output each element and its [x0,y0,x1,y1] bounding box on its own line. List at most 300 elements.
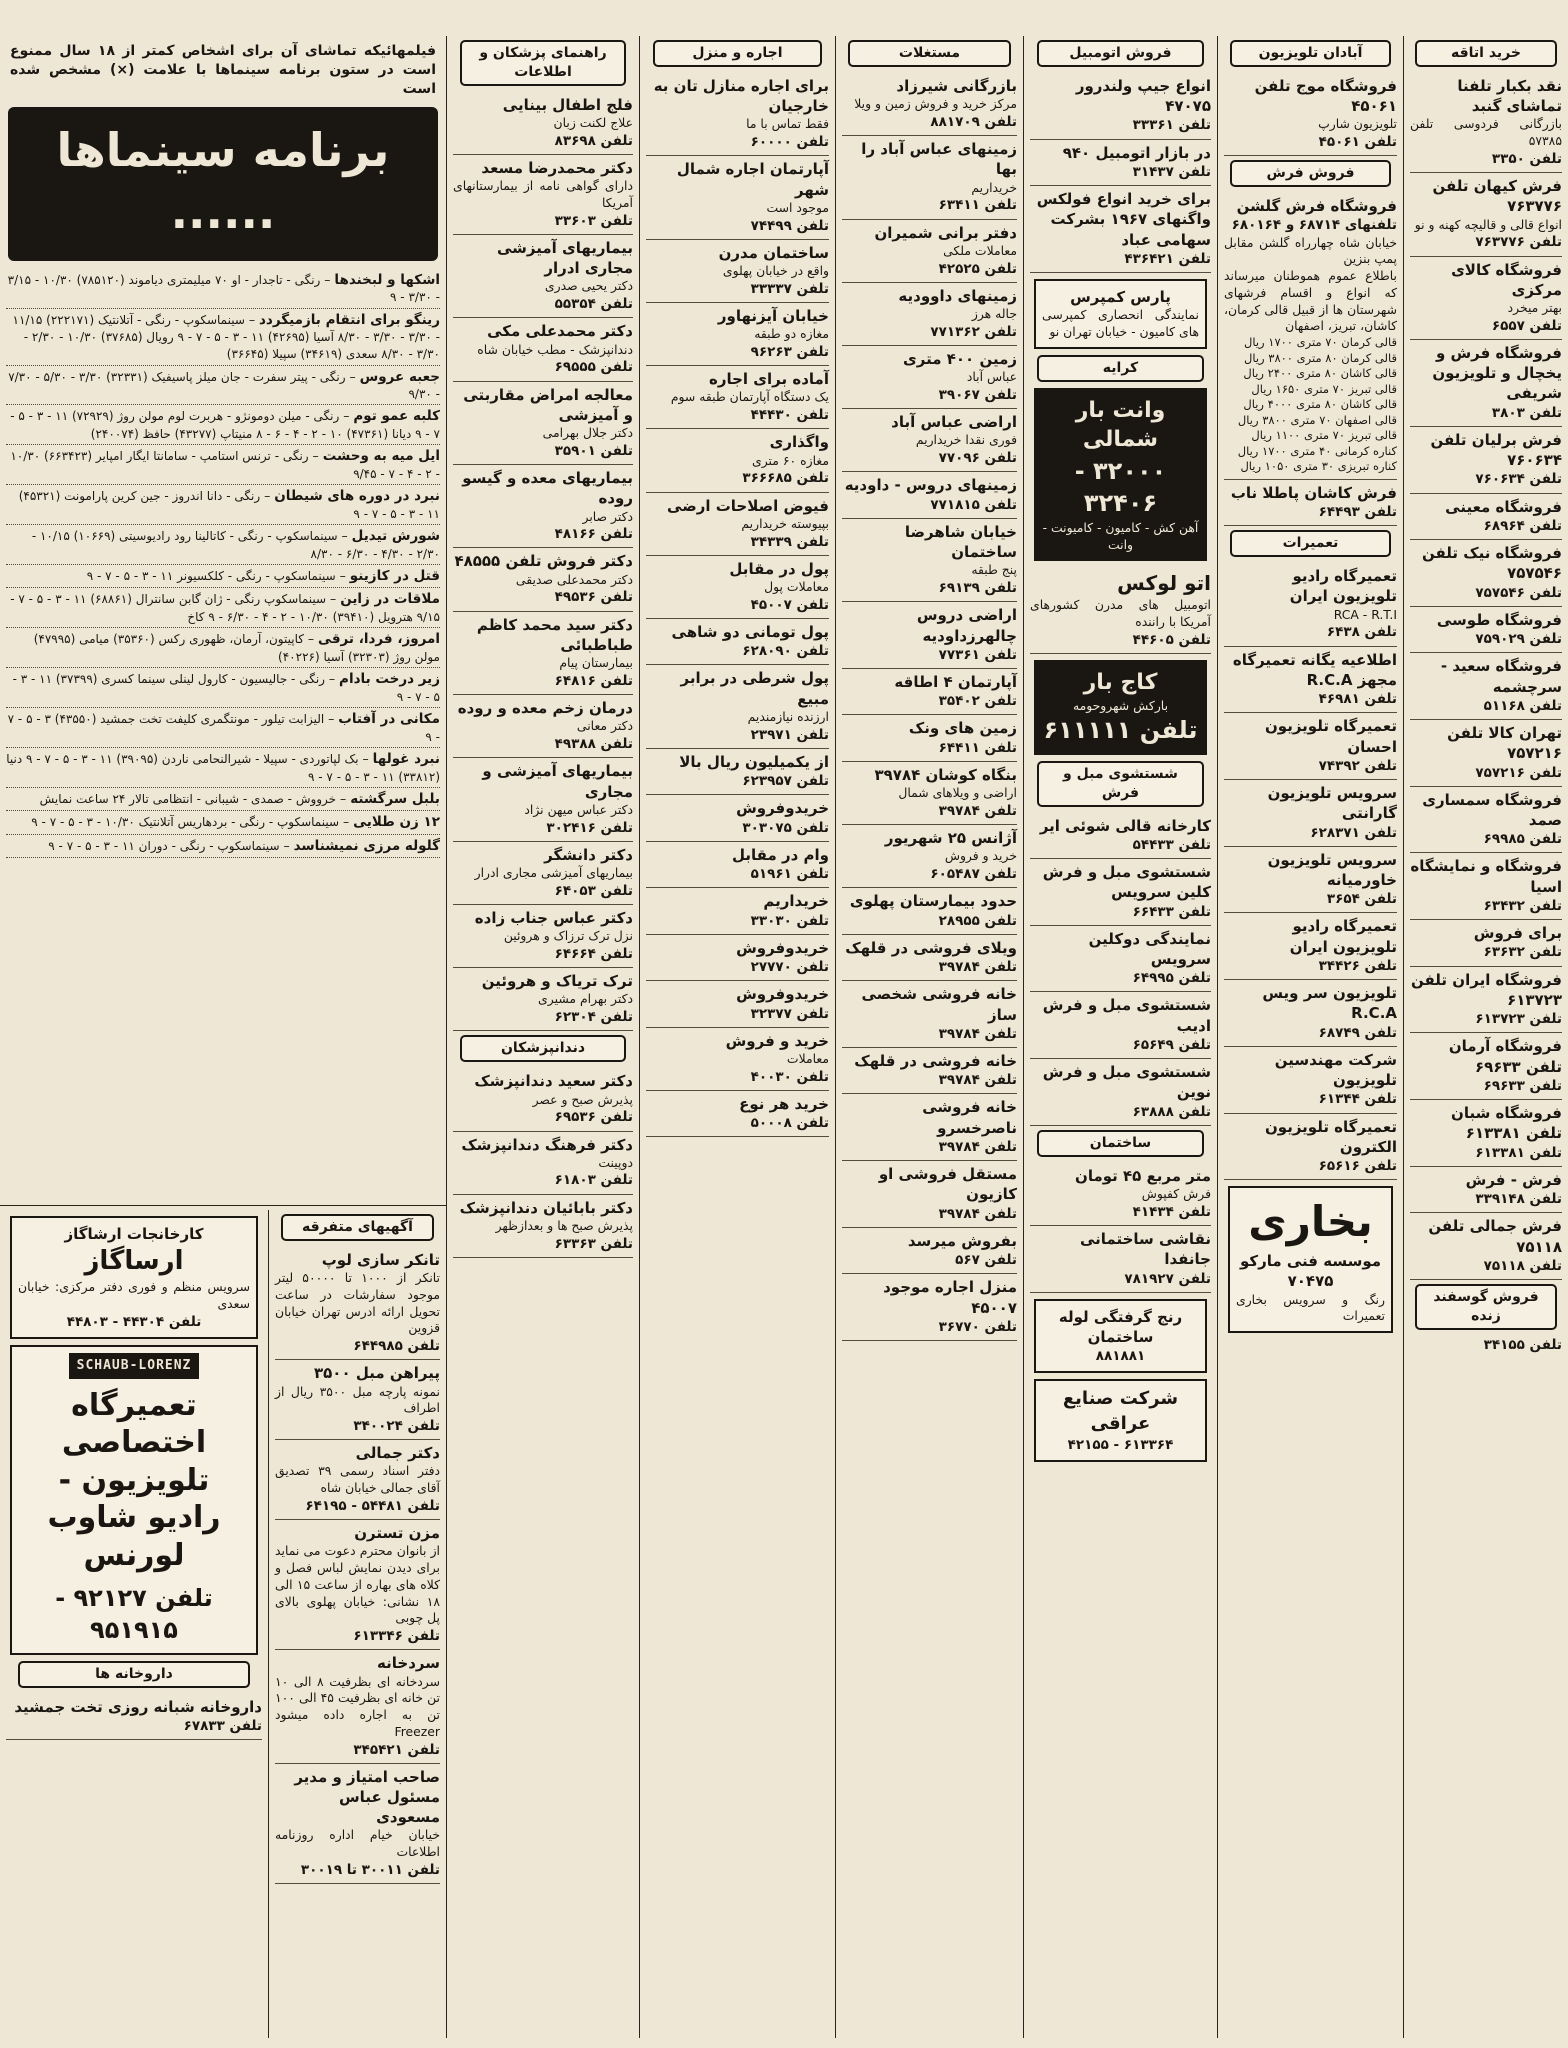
ad-title: تعمیرگاه رادیو تلویزیون ایران [1289,567,1397,606]
classified-ad [1030,926,1211,993]
movie-listing: مکانی در آفتاب – الیزابت تیلور - مونتگمری کلیفت تخت جمشید (۴۳۵۵۰) ۳ - ۵ - ۷ - ۹ [6,708,440,748]
classified-ad [1410,173,1562,256]
classified-ad [1410,1100,1562,1167]
ad-title: درمان زخم معده و روده [457,699,633,718]
classified-ad [275,1520,440,1650]
carpet-shop-title: فروشگاه فرش گلشن [1236,197,1397,216]
ad-title: دکتر عباس جناب زاده [474,909,633,927]
sanaie-ad [1034,1379,1207,1462]
ads-list [842,73,1017,1341]
ad-title: خریدوفروش [736,938,829,957]
classified-ad [646,1028,829,1091]
ad-phone: تلفن ۹۶۲۶۳ [750,343,829,360]
footer-phone: تلفن ۳۴۱۵۵ [1483,1336,1562,1353]
ad-title: بنگاه کوشان ۳۹۷۸۴ [874,765,1017,784]
parscomp-ad [1034,279,1207,349]
lorenz-phone: تلفن ۹۲۱۲۷ - ۹۵۱۹۱۵ [55,1584,213,1645]
classified-ad [453,695,633,758]
ad-title: فرش - فرش [1465,1170,1562,1189]
classified-ad [1410,340,1562,427]
ad-body: از بانوان محترم دعوت می نماید برای دیدن نمایش لباس فصل و کلاه های بهاره از ساعت ۱۵ الی ۱۸ نشانی: خیابان پهلوی بالای پل چوبی [275,1543,440,1626]
cinema-intro: فیلمهائیکه تماشای آن برای اشخاص کمتر از ۱۸ سال ممنوع است در ستون برنامه سینماها با علامت (×) مشخص شده است [10,43,436,97]
classified-ad [453,968,633,1031]
ad-title: خانه فروشی در قلهک [854,1052,1017,1070]
classified-ad [1224,1114,1397,1181]
ad-phone: تلفن ۶۸۷۴۹ [1318,1024,1397,1041]
carpet-price-item: کناره کرمانی ۴۰ متری ۱۷۰۰ ریال [1237,443,1397,458]
classified-ad [1410,1033,1562,1100]
ad-phone: تلفن ۴۸۱۶۶ [554,526,633,543]
classified-ad [842,346,1017,409]
ad-phone: تلفن ۴۱۴۳۴ [1132,1203,1211,1220]
ad-phone: تلفن ۴۳۶۴۲۱ [1124,250,1211,267]
ad-body: دفتر اسناد رسمی ۳۹ تصدیق آقای جمالی خیابان شاه [275,1463,441,1496]
movie-listing: زیر درخت بادام – رنگی - جالیسیون - کارول لینلی سینما کسری (۳۷۳۹۹) ۱۱ - ۳ - ۵ - ۷ - ۹ [6,668,440,708]
ad-body: معاملات پول [764,579,829,595]
movie-title: شورش تیدیل [351,528,440,545]
classified-ad [1030,992,1211,1059]
classified-ad [1224,780,1397,847]
ad-phone: تلفن ۶۵۵۷ [1491,317,1562,334]
ad-title: از یکمیلیون ریال بالا [679,752,829,771]
classified-ad [453,92,633,155]
classified-ad [842,602,1017,669]
ads-list [1224,73,1397,156]
ad-phone: تلفن ۶۳۶۳۲ [1483,944,1562,961]
ad-phone: تلفن ۳۰۰۱۱ تا ۳۰۰۱۹ [300,1861,440,1878]
ad-body: مغازه ۶۰ متری [752,452,829,468]
carpet-shop-address: خیابان شاه چهارراه گلشن مقابل پمپ بنزین [1224,234,1397,267]
ad-title: اراضی عباس آباد [891,413,1017,432]
classified-ad [1410,494,1562,540]
ad-phone: تلفن ۳۹۷۸۴ [938,1138,1017,1155]
ad-title: زمین ۴۰۰ متری [903,349,1017,368]
classified-ad [453,1195,633,1258]
classified-ad [1030,186,1211,273]
movie-showtimes: کاپیتون، آرمان، ظهوری رکس (۳۵۳۶۰) میامی (۴۷۹۹۵) مولن روژ (۳۲۳۰۳) آسیا (۴۰۲۲۶) [33,632,440,664]
classified-ad [646,429,829,492]
ad-phone: تلفن ۶۳۸۸۸ [1132,1103,1211,1120]
ad-title: زمینهای عباس آباد را بها [861,140,1017,179]
parscomp-body: نمایندگی انحصاری کمپرسی های کامیون - خیابان تهران نو [1042,307,1199,340]
ad-phone: تلفن ۳۵۹۰۱ [554,442,633,459]
movie-showtimes: سینماسکوپ - رنگی - دوران ۱۱ - ۳ - ۵ - ۷ - ۹ [48,838,280,853]
movie-listing: نبرد غولها – بک لپاتوردی - سپیلا - شیرالنحامی ناردن (۳۹۰۹۵) ۱۱ - ۳ - ۵ - ۷ - ۹ دنیا (۳۳۸۱۲) ۱۱ - ۳ - ۵ - ۷ - ۹ [6,748,440,788]
ad-phone: تلفن ۷۵۹۰۲۹ [1475,631,1562,648]
ad-body: ارزنده نیازمندیم [747,708,829,724]
ad-phone: تلفن ۶۴۳۸ [1326,624,1397,641]
ad-phone: تلفن ۷۸۱۹۲۷ [1124,1270,1211,1287]
ad-body: دندانپزشک - مطب خیابان شاه [477,341,633,357]
ad-phone: تلفن ۳۴۳۳۹ [750,533,829,550]
cab-bar-phone: تلفن ۶۱۱۱۱۱ [1043,716,1198,745]
classified-ad [275,1764,440,1884]
classified-ad [1410,853,1562,920]
carpet-price-item: قالی تبریز ۷۰ متری ۱۶۵۰ ریال [1251,381,1397,396]
ad-title: خریدوفروش [736,799,829,818]
movie-listing: نبرد در دوره های شیطان – رنگی - دانا اندروز - جین کرین پارامونت (۴۵۳۲۱) ۱۱ - ۳ - ۵ - ۷ - ۹ [6,485,440,525]
ad-title: دکتر دانشگر [544,845,633,864]
classified-ad [1410,720,1562,787]
movie-title: بلبل سرگشته [350,791,440,808]
ad-phone: تلفن ۳۰۲۴۱۶ [546,819,633,836]
arasgaz-logo: ارساگاز [84,1246,184,1277]
ad-phone: تلفن ۶۹۶۳۳ [1483,1077,1562,1094]
ad-title: فروشگاه شبان تلفن ۶۱۳۳۸۱ [1451,1104,1562,1143]
ad-title: ویلای فروشی در قلهک [845,938,1017,957]
ad-title: آماده برای اجاره [709,370,829,389]
ad-body: فوری نقدا خریداریم [915,432,1017,448]
auto-lux-title: اتو لوکس [1117,571,1211,596]
ad-phone: تلفن ۶۳۳۶۳ [554,1235,633,1252]
pharmacy-ad [6,1694,262,1740]
ad-title: سرویس تلویزیون خاورمیانه [1267,850,1397,889]
classified-ad [1030,813,1211,859]
ad-title: دکتر سعید دندانپزشک [474,1072,633,1091]
ad-phone: تلفن ۳۶۷۷۰ [938,1318,1017,1335]
ad-phone: تلفن ۳۹۷۸۴ [938,1072,1017,1089]
classified-ad [646,156,829,239]
ad-body: دکتر صابر [582,508,633,524]
arasgaz-phone: تلفن ۴۴۳۰۴ - ۴۴۸۰۳ [66,1313,202,1330]
carpet-shop-phone: تلفنهای ۶۸۷۱۴ و ۶۸۰۱۶۴ [1231,217,1397,234]
movie-listing: ایل میه به وحشت – رنگی - ترنس استامپ - سامانتا ایگار امپایر (۶۶۳۴۲۳) ۱۰/۳۰ - ۲ - ۴ - ۷ - ۹/۴۵ [6,445,440,485]
classified-ad [1224,980,1397,1047]
classified-ad [842,1094,1017,1161]
ad-title: بازرگانی شیرزاد [896,76,1017,95]
classified-ad [842,472,1017,518]
ad-title: در بازار اتومبیل ۹۴۰ [1062,143,1211,162]
cab-bar-sub: بارکش شهروحومه [1072,697,1169,713]
build-ads-list [1030,1163,1211,1293]
classified-ad [275,1650,440,1763]
classified-ad [842,825,1017,888]
classified-ad [842,888,1017,934]
movie-title: نبرد غولها [372,751,440,768]
ad-phone: تلفن ۳۹۰۶۷ [938,386,1017,403]
classified-ad [1410,653,1562,720]
ad-phone: تلفن ۶۳۴۳۲ [1483,897,1562,914]
classified-ad [842,519,1017,602]
lorenz-ad [10,1345,258,1655]
ad-body: نمونه پارچه مبل ۳۵۰۰ ریال از اطراف [275,1383,440,1416]
movie-list [6,269,440,858]
column-doctors [446,36,639,2038]
classified-ad [1224,847,1397,914]
classified-ad [1410,540,1562,607]
ad-phone: تلفن ۳۶۶۶۸۵ [742,470,829,487]
arasgaz-label: کارخانجات ارشاگاز [64,1225,204,1243]
ad-phone: تلفن ۲۸۹۵۵ [938,912,1017,929]
ad-phone: تلفن ۵۴۴۳۳ [1132,836,1211,853]
ad-title: فروشگاه و نمایشگاه اسیا [1410,857,1562,896]
ad-phone: تلفن ۵۱۱۶۸ [1483,697,1562,714]
movie-title: امروز، فردا، ترقی [318,631,440,648]
carpet-price-item: قالی کرمان ۸۰ متری ۳۸۰۰ ریال [1244,350,1397,365]
classified-ad [646,981,829,1027]
ad-phone: تلفن ۷۴۴۹۹ [750,217,829,234]
classified-ad [453,155,633,235]
ad-title: بفروش میرسد [907,1231,1017,1250]
classified-ad [1030,1226,1211,1293]
movie-showtimes: رنگی - تاجدار - او ۷۰ میلیمتری دیاموند (۷۸۵۱۲۰) ۱۰/۳۰ - ۳/۱۵ - ۳/۳۰ - ۹ [7,272,440,305]
carpet-price-item: قالی کرمان ۷۰ متری ۱۷۰۰ ریال [1244,335,1397,350]
ad-phone: تلفن ۳۹۷۸۴ [938,959,1017,976]
ad-title: برای فروش [1473,924,1562,943]
classified-ad [1030,73,1211,140]
ad-body: دوپینت [598,1154,633,1170]
movie-title: ایل میه به وحشت [322,448,440,465]
ad-phone: تلفن ۶۱۳۳۴۶ [353,1628,440,1645]
column-header: اجاره و منزل [653,40,822,67]
ad-body: مرکز خرید و فروش زمین و ویلا [854,96,1017,112]
ad-body: دارای گواهی نامه از بیمارستانهای آمریکا [453,178,633,210]
classified-ad [453,465,633,548]
vanet-title: وانت بار شمالی [1075,397,1166,453]
ad-title: خانه فروشی ناصرخسرو [922,1098,1017,1137]
ad-phone: تلفن ۳۳۳۶۱ [1132,117,1211,134]
classified-ad [1224,713,1397,780]
classified-ad [646,888,829,934]
movie-showtimes: رنگی - جالیسیون - کارول لینلی سینما کسری (۳۷۳۹۹) ۱۱ - ۳ - ۵ - ۷ - ۹ [12,672,440,704]
ad-phone: تلفن ۳۸۰۳ [1491,404,1562,421]
ad-body: نزل ترک ترزاک و هروئین [503,928,633,944]
arasgaz-service: سرویس منظم و فوری دفتر مرکزی: خیابان سعدی [18,1279,250,1312]
ad-title: نقاشی ساختمانی جانفدا [1079,1230,1211,1269]
classified-ad [842,1228,1017,1274]
classified-ad [842,669,1017,715]
carpet-price-item: قالی تبریز ۷۰ متری ۱۱۰۰ ریال [1251,428,1397,443]
classified-ad [453,1068,633,1131]
auto-lux-body: اتومبیل های مدرن کشورهای آمریکا با راننده [1030,597,1211,630]
movie-listing: اشکها و لبخندها – رنگی - تاجدار - او ۷۰ میلیمتری دیاموند (۷۸۵۱۲۰) ۱۰/۳۰ - ۳/۱۵ - ۳/۳۰ - ۹ [6,269,440,309]
ad-title: تانکر سازی لوپ [321,1250,440,1269]
ad-title: خریداریم [763,892,829,911]
ad-title: بیماریهای آمیزشی مجاری ادرار [496,238,633,278]
carpet-section-header: فروش فرش [1230,160,1391,187]
ad-title: نمایندگی دوکلین سرویس [1088,929,1211,968]
movie-listing: جعبه عروس – رنگی - پیتر سفرت - جان میلز پاسیفیک (۳۲۳۳۱) ۳/۳۰ - ۵/۳۰ - ۷/۳۰ - ۹/۳۰ [6,366,440,406]
ad-body: فقط تماس با ما [746,116,829,132]
ad-title: منزل اجاره موجود ۴۵۰۰۷ [883,1278,1017,1317]
ad-title: بیماریهای آمیزشی و مجاری [482,762,633,801]
bokhari-sub: موسسه فنی مارکو ۷۰۴۷۵ [1239,1252,1382,1291]
ad-phone: تلفن ۴۵۰۶۱ [1318,134,1397,151]
classified-ad [1224,1047,1397,1114]
column-header: آگهیهای متفرقه [281,1214,435,1241]
ads-list [275,1247,440,1884]
column-cars-rentals-services [1023,36,1217,2038]
movie-listing: گلوله مرزی نمیشناسد – سینماسکوپ - رنگی - دوران ۱۱ - ۳ - ۵ - ۷ - ۹ [6,835,440,858]
ad-title: دکتر محمدرضا مسعد [481,158,633,177]
ad-body: خیابان خیام اداره روزنامه اطلاعات [275,1827,440,1860]
column-header: راهنمای پزشکان و اطلاعات [460,40,627,86]
carpet-price-item: قالی اصفهان ۷۰ متری ۳۸۰۰ ریال [1237,412,1397,427]
ad-phone: تلفن ۳۳۰۳۰ [750,912,829,929]
ad-body: انواع قالی و قالیچه کهنه و نو [1414,216,1562,232]
ad-title: نقد بکبار تلفنا تماشای گنبد [1457,76,1562,116]
classified-ad [842,762,1017,825]
ad-title: پیراهن مبل ۳۵۰۰ [314,1364,440,1383]
ad-body: پذیرش صبح و عصر [532,1091,633,1107]
car-ads-list [1030,73,1211,273]
classified-ad [1030,1059,1211,1126]
column-appliance-carpet-shops [1403,36,1568,2038]
movie-showtimes: سینماسکوپ رنگی - ژان گابن سانترال (۶۸۸۶۱) ۱۱ - ۳ - ۵ - ۷ - ۹/۱۵ هترویل (۳۹۴۱۰) ۱۰/۳۰ - ۲ - ۴ - ۶/۳۰ - ۹ کاخ [10,592,440,624]
classified-ad [646,366,829,429]
ad-title: پول شرطی در برابر مبیع [680,669,829,708]
repair-ads-list [1224,563,1397,1180]
column-brand-ads [0,1210,268,2038]
ad-title: دکتر فرهنگ دندانپزشک [461,1135,633,1154]
ad-body: دکتر یحیی صدری [544,278,633,294]
ad-phone: تلفن ۴۲۵۲۵ [938,260,1017,277]
ad-phone: تلفن ۵۰۰۰۸ [750,1115,829,1132]
ad-body: جاله هرز [971,306,1017,321]
ad-title: فروشگاه طوسی [1436,610,1562,629]
sanaie-title: شرکت صنایع عراقی [1062,1388,1179,1434]
classified-ad [453,548,633,611]
ad-title: دکتر محمدعلی مکی [487,322,633,341]
ad-phone: تلفن ۴۴۴۳۰ [750,407,829,424]
movie-listing: رینگو برای انتقام بازمیگردد – سینماسکوپ - رنگی - آتلانتیک (۲۲۲۱۷۱) ۱۱/۱۵ - ۳/۳۰ - ۳/۳۰ - ۸/۳۰ آسیا (۴۲۶۹۵) ۱۱ - ۳ - ۵ - ۷ - ۹ رویال (۳۷۶۸۵) ۱۰/۳۰ - ۲/۳۰ - ۳/۳۰ - ۸/۳۰ سعدی (۳۴۶۱۹) سپیلا (۳۶۶۴۵) [6,309,440,366]
movie-title: ملاقات در زاین [340,591,440,608]
ad-title: فرش برلیان تلفن ۷۶۰۶۳۴ [1430,430,1562,470]
ad-title: تعمیرگاه رادیو تلویزیون ایران [1289,917,1397,956]
ad-phone: تلفن ۳۳۹۱۴۸ [1475,1191,1562,1208]
ad-body: علاج لکنت زبان [553,115,633,131]
bokhari-body: رنگ و سرویس بخاری تعمیرات [1236,1291,1385,1324]
ad-title: مستقل فروشی او کازیون [878,1165,1017,1204]
ad-body: تلویزیون شارپ [1318,116,1397,132]
ad-title: پول در مقابل [729,559,829,578]
ad-phone: تلفن ۳۴۵۴۲۱ [353,1741,440,1758]
classified-ad [1410,1167,1562,1213]
ad-body: پنج طبقه [971,562,1017,578]
ad-phone: تلفن ۳۱۴۳۷ [1132,163,1211,180]
ad-phone: تلفن ۴۹۳۸۸ [554,736,633,753]
ads-list [1410,73,1562,1280]
movie-showtimes: رنگی - دانا اندروز - جین کرین پارامونت (۴۵۳۲۱) ۱۱ - ۳ - ۵ - ۷ - ۹ [18,489,440,521]
ad-phone: تلفن ۳۴۴۲۶ [1318,957,1397,974]
ad-phone: تلفن ۳۴۰۰۲۴ [353,1418,440,1435]
ad-phone: تلفن ۶۱۸۰۳ [554,1172,633,1189]
classified-ad [646,1091,829,1137]
ad-body: مغازه دو طبقه [754,326,829,342]
cab-bar-title: کاج بار [1083,669,1158,695]
ad-body: معاملات ملکی [943,242,1017,258]
ad-phone: تلفن ۳۲۳۷۷ [750,1005,829,1022]
ad-title: فروشگاه سعید - سرچشمه [1440,657,1562,696]
ad-title: صاحب امتیاز و مدیر مسئول عباس مسعودی [294,1767,440,1827]
movie-title: رینگو برای انتقام بازمیگردد [258,311,440,328]
ad-phone: تلفن ۶۰۰۰۰ [750,134,829,151]
movie-showtimes: رنگی - میلن دومونژو - هربرت لوم مولن روژ (۷۲۹۲۹) ۱۱ - ۳ - ۵ - ۷ - ۹ دیانا (۴۷۳۶۱) ۱۰ - ۲ - ۴ - ۶ - ۸ منیتاپ (۴۳۲۷۷) حافظ (۲۴۰۰۷۴) [10,409,440,441]
ad-body: دکتر جلال بهرامی [542,425,633,441]
ad-phone: تلفن ۳۳۵۰ [1491,150,1562,167]
carpet-shop-ad [1224,193,1397,480]
classified-ad [1224,647,1397,714]
ad-title: فروشگاه ایران تلفن ۶۱۳۷۲۳ [1411,970,1562,1009]
ad-phone: تلفن ۳۶۵۴ [1326,891,1397,908]
movie-title: ۱۲ زن طلایی [353,814,440,831]
ad-phone: تلفن ۷۴۳۹۲ [1318,757,1397,774]
movie-showtimes: رنگی - ترنس استامپ - سامانتا ایگار امپایر (۶۶۳۴۲۳) ۱۰/۳۰ - ۲ - ۴ - ۷ - ۹/۴۵ [10,449,440,481]
classified-ad [1224,73,1397,156]
classified-ad [453,612,633,695]
pipe-ad [1034,1299,1207,1374]
classified-ad [1410,607,1562,653]
ad-phone: تلفن ۶۲۳۹۵۷ [742,773,829,790]
ad-phone: تلفن ۶۹۹۸۵ [1483,831,1562,848]
ad-phone: تلفن ۷۷۱۳۶۲ [930,323,1017,340]
ad-phone: تلفن ۵۱۹۶۱ [750,866,829,883]
ad-title: فروشگاه سمساری صمد [1422,790,1562,830]
ad-title: آژانس ۲۵ شهریور [884,829,1017,848]
classified-ad [1030,1163,1211,1226]
ad-title: شستشوی مبل و فرش نوین [1042,1063,1211,1102]
movie-title: قتل در کازینو [349,568,440,585]
ad-title: فروشگاه فرش و یخچال و تلویزیون شریفی [1432,343,1562,403]
classified-ad [646,935,829,981]
ad-title: دکتر سید محمد کاظم طباطبائی [476,615,633,654]
ad-body: بپیوسته خریداریم [741,515,829,531]
ad-body: بیمارستان پیام [559,655,633,671]
ad-phone: تلفن ۶۴۰۵۳ [554,882,633,899]
classified-ad [453,235,633,318]
classified-ad [275,1360,440,1440]
ad-phone: تلفن ۴۰۰۳۰ [750,1068,829,1085]
column-cinema-program [0,36,446,1206]
ad-title: فیوض اصلاحات ارضی [667,496,829,515]
ad-phone: تلفن ۶۴۶۶۴ [554,945,633,962]
ad-body: دکتر معانی [576,718,633,734]
classified-ad [1410,967,1562,1034]
ad-body: فرش کفپوش [1141,1186,1211,1202]
ad-phone: تلفن ۳۳۶۰۳ [554,212,633,229]
ad-body: اراضی و ویلاهای شمال [898,785,1017,801]
classified-ad [646,493,829,556]
classified-ad [842,1274,1017,1341]
ad-title: دکتر فروش تلفن ۴۸۵۵۵ [454,552,633,571]
classified-ad [275,1247,440,1360]
lorenz-logo: SCHAUB-LORENZ [69,1353,200,1379]
ad-phone: تلفن ۷۷۰۹۶ [938,450,1017,467]
ad-title: برای اجاره منازل تان به خارجیان [653,76,829,116]
movie-title: نبرد در دوره های شیطان [274,488,440,505]
movie-showtimes: سینماسکوپ - رنگی - کلکسیونر ۱۱ - ۳ - ۵ - ۷ - ۹ [86,569,336,584]
ad-body: موجود است [766,199,829,215]
ad-phone: تلفن ۳۹۷۸۴ [938,1025,1017,1042]
pharmacy-text: داروخانه شبانه روزی تخت جمشید [14,1697,262,1716]
ad-body: بیماریهای آمیزشی مجاری ادرار [474,865,633,881]
ad-phone: تلفن ۶۴۴۱۱ [938,739,1017,756]
column-real-estate [835,36,1023,2038]
ad-phone: تلفن ۵۴۴۸۱ - ۶۴۱۹۵ [305,1497,440,1514]
ad-phone: تلفن ۶۲۳۰۴ [554,1009,633,1026]
ad-title: خرید و فروش [725,1031,829,1050]
ad-phone: تلفن ۶۲۸۰۹۰ [742,643,829,660]
movie-listing: کلبه عمو توم – رنگی - میلن دومونژو - هربرت لوم مولن روژ (۷۲۹۲۹) ۱۱ - ۳ - ۵ - ۷ - ۹ دیانا (۴۷۳۶۱) ۱۰ - ۲ - ۴ - ۶ - ۸ منیتاپ (۴۳۲۷۷) حافظ (۲۴۰۰۷۴) [6,405,440,445]
ad-body: تانکر از ۱۰۰۰ تا ۵۰۰۰۰ لیتر موجود سفارشات در ساعت تحویل ارائه ادرس تهران خیابان قزوین [275,1270,441,1336]
classified-ad [275,1440,440,1520]
pharmacy-header: داروخانه ها [18,1661,250,1688]
classified-ad [1410,427,1562,494]
pharmacy-phone: تلفن ۶۷۸۳۳ [183,1718,262,1734]
movie-listing: امروز، فردا، ترقی – کاپیتون، آرمان، ظهوری رکس (۳۵۳۶۰) میامی (۴۷۹۹۵) مولن روژ (۳۲۳۰۳) آسیا (۴۰۲۲۶) [6,628,440,668]
movie-title: جعبه عروس [359,368,440,385]
ad-title: آپارتمان اجاره شمال شهر [676,160,829,199]
